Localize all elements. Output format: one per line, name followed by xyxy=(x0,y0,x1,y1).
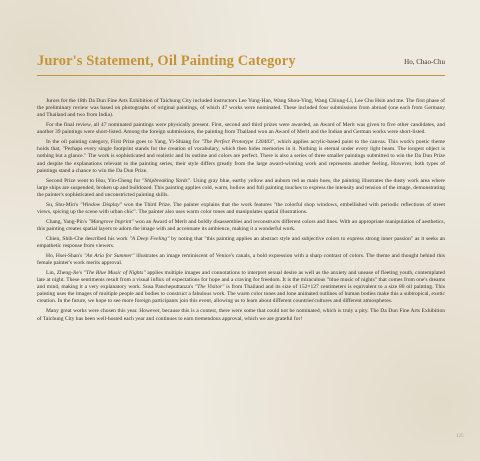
paragraph-text: is from Thailand and its size of 152×127 centimeters is equivalent to a size 80 oil painting. This painting uses the images of multiple people and bodies to construct a fabulous work. The warm color tones and lone animated outlines of human bodies make this a subtropical, exotic creation. In the future, we hope to see more foreign participants join this event, allowing us to learn about different countries'cultures and different atmospheres. xyxy=(37,284,445,305)
paragraph-text: illustrates an image reminiscent of Venice's canals, a bold expression with a sharp contrast of colors. The theme and thought behind this female painter's work merits approval. xyxy=(37,253,445,267)
body-paragraph xyxy=(37,236,445,250)
body-paragraph xyxy=(37,219,445,233)
paragraph-text: won the Third Prize. The painter explains that the work features "the colorful shop windows, embellished with periodic reflections of street views, spicing up the scene with urban chic". The painter also uses warm color tones and manipulates spatial illustrations. xyxy=(37,201,445,215)
paragraph-text: Chang, Yang-Pin's xyxy=(46,218,89,225)
paragraph-text: Second Prize went to Hsu, Yin-Cheng for xyxy=(46,177,143,184)
paragraph-text: Lin, Zheng-Jie's xyxy=(46,270,84,277)
page-title: Juror's Statement, Oil Painting Category xyxy=(37,53,296,69)
artwork-title: "An Aria for Summer" xyxy=(83,253,135,260)
paragraph-text: Ho, Hsei-Shan's xyxy=(46,253,84,260)
artwork-title: "The Perfect Prototype 130403" xyxy=(201,139,275,146)
artwork-title: "A Deep Feeling" xyxy=(129,235,170,242)
artwork-title: "The Visitor" xyxy=(194,284,225,291)
body-paragraph xyxy=(37,122,445,136)
paragraph-text: Many great works were chosen this year. However, because this is a contest, there were some that could not be nominated, which is truly a pity. The Da Dun Fine Arts Exhibition of Taichung City has been well-hosted each year and continues to earn tremendous approval, which we are grateful for! xyxy=(37,308,445,322)
body-paragraph xyxy=(37,270,445,305)
artwork-title: "Shipbreaking Yards" xyxy=(142,177,191,184)
paragraph-text: Su, Shu-Min's xyxy=(46,201,81,208)
body-paragraph xyxy=(37,98,445,119)
body-paragraph xyxy=(37,178,445,199)
body-paragraph xyxy=(37,308,445,322)
statement-body xyxy=(37,98,445,326)
page-number: 125 xyxy=(456,434,464,439)
paragraph-text: applies multiple images and connotations to interpret sexual desire as well as the anxiety and unease of fleeting youth, contemplated late at night. These sentiments result from a visual influx of expectations for hope and a craving for freedom. It is the miraculous "blue music of nights" that comes from one's dreams and mind, making it a very explanatory work. Susa Pancheputtanza's xyxy=(37,270,445,291)
artwork-title: "The Blue Music of Nights" xyxy=(83,270,146,277)
author-name: Ho, Chao-Chu xyxy=(404,58,445,66)
page-header xyxy=(37,53,445,77)
paragraph-text: , which applies acrylic-based paint to the canvas. This work's poetic theme holds that, "Perhaps every single footprint stands for the creation of vocabulary, which then hides memories in it. Nothing is eternal under every light beam. The longest object is nothing but a glance." The work is sophisticated and realistic and its outline and colors are perfect. There is also a series of three smaller paintings submitted to win the Da Dun Prize and despite the explanations relevant to the painting series, their style differs greatly from the large award-winning work and represents another feeling. However, both types of paintings stand a chance to win the Da Dun Prize. xyxy=(37,139,445,174)
paragraph-text: In the oil painting category, First Prize goes to Yang, Yi-Shiang for xyxy=(46,139,202,146)
body-paragraph xyxy=(37,202,445,216)
body-paragraph xyxy=(37,139,445,174)
body-paragraph xyxy=(37,253,445,267)
artwork-title: "Window Display" xyxy=(80,201,122,208)
paragraph-text: Jurors for the 18th Da Dun Fine Arts Exhibition of Taichung City included instructors Lee Yung-Han, Wang Shou-Ying, Wang Chiung-Li, Lee Chu Hsin and me. The first phase of the preliminary review was based on photographs of original paintings, of which 47 works were nominated. These included four submissions from abroad (one each from Germany and Thailand and two from India). xyxy=(37,98,445,119)
paragraph-text: . Using gray blue, earthy yellow and auburn red as main hues, the painting illustrates the dusty work area where large ships are suspended, broken up and bulldozed. This painting applies cold, warm, hollow and full painting touches to express the intensity and tension of the image, demonstrating the painter's sophisticated and unconstricted painting skills. xyxy=(37,177,446,198)
paragraph-text: Chien, Shih-Che described his work xyxy=(46,235,130,242)
paragraph-text: For the final review, all 47 nominated paintings were physically present. First, second and third prizes were awarded, an Award of Merit was given to five other candidates, and another 39 paintings were short-listed. Among the foreign submissions, the painting from Thailand won an Award of Merit and the Indian and German works were short-listed. xyxy=(37,122,445,136)
paragraph-text: won an Award of Merit and boldly disassembles and reconstructs different colors and lines. With an appropriate manipulation of aesthetics, this painting creates spatial layers to adorn the image with and accentuate its ambience, making it a wonderful work. xyxy=(37,218,445,232)
title-divider xyxy=(37,75,445,76)
artwork-title: "Mangrove Imprint" xyxy=(88,218,134,225)
paragraph-text: by noting that "this painting applies an abstract style and subjective colors to express strong inner passion" as it seeks an empathetic response from viewers. xyxy=(37,235,445,250)
